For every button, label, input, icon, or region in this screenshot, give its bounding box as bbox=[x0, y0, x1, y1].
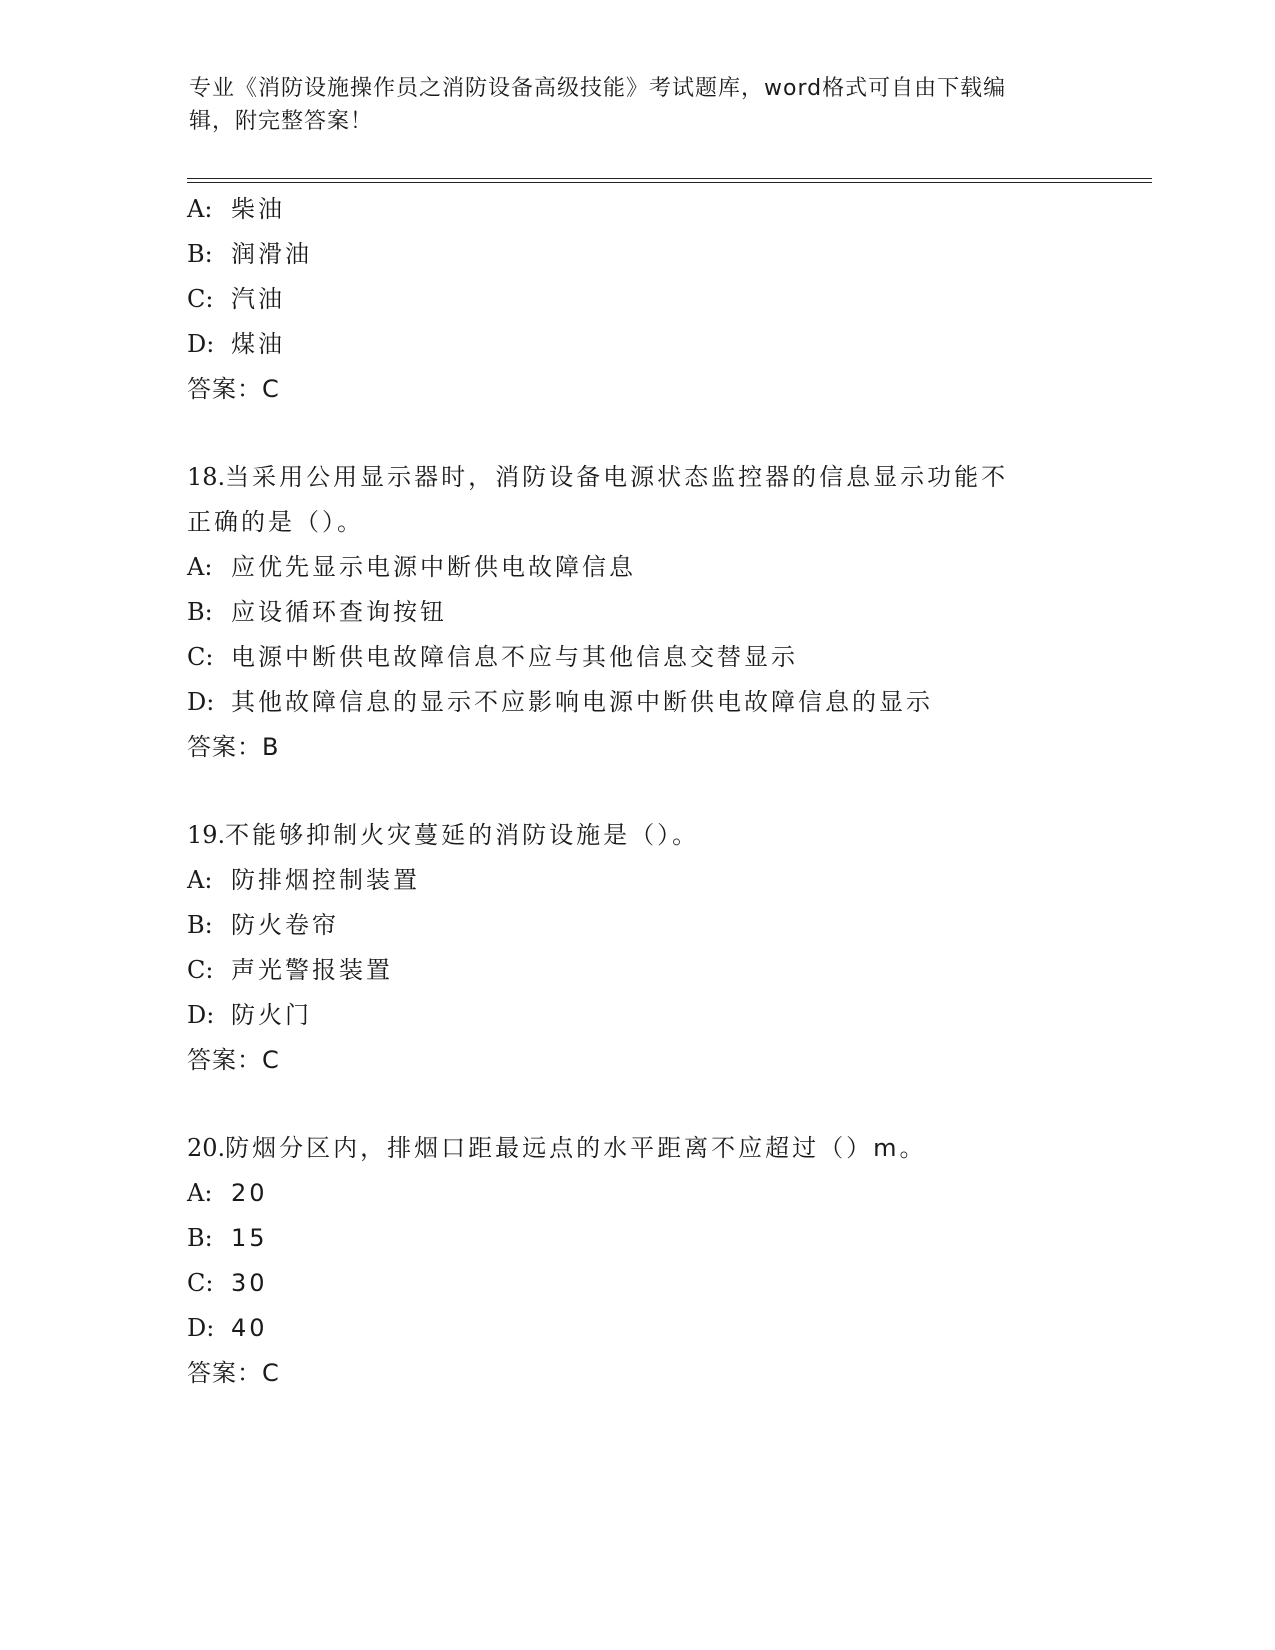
q19-option-c bbox=[187, 955, 393, 985]
q19-option-b bbox=[187, 910, 339, 940]
q17-option-a bbox=[187, 194, 285, 224]
option-letter: A: bbox=[187, 195, 213, 223]
header-line-1: 专业《消防设施操作员之消防设备高级技能》考试题库，word格式可自由下载编 bbox=[189, 76, 1007, 101]
option-letter: B: bbox=[187, 1224, 213, 1252]
q18-option-d bbox=[187, 687, 933, 717]
option-text: 30 bbox=[231, 1269, 268, 1297]
q18-option-c bbox=[187, 642, 798, 672]
option-letter: C: bbox=[187, 956, 214, 984]
option-letter: B: bbox=[187, 911, 213, 939]
option-letter: D: bbox=[187, 330, 215, 358]
document-header bbox=[189, 72, 1089, 138]
question-number: 20. bbox=[187, 1134, 226, 1162]
option-text: 防排烟控制装置 bbox=[231, 866, 420, 894]
q18-stem-line-2: 正确的是（）。 bbox=[187, 508, 364, 536]
q20-option-a bbox=[187, 1178, 268, 1208]
option-letter: D: bbox=[187, 1001, 215, 1029]
option-letter: B: bbox=[187, 598, 213, 626]
option-text: 声光警报装置 bbox=[231, 956, 393, 984]
option-letter: C: bbox=[187, 643, 214, 671]
header-line-2: 辑，附完整答案！ bbox=[189, 109, 374, 134]
q20-option-c bbox=[187, 1268, 268, 1298]
option-text: 15 bbox=[231, 1224, 268, 1252]
option-text: 20 bbox=[231, 1179, 268, 1207]
header-divider-bottom bbox=[187, 182, 1152, 183]
option-letter: C: bbox=[187, 1269, 214, 1297]
option-text: 汽油 bbox=[231, 285, 285, 313]
option-letter: D: bbox=[187, 1314, 215, 1342]
q18-option-b bbox=[187, 597, 447, 627]
option-text: 应优先显示电源中断供电故障信息 bbox=[231, 553, 636, 581]
question-text: 当采用公用显示器时，消防设备电源状态监控器的信息显示功能不 bbox=[225, 463, 1009, 491]
q19-answer: 答案：C bbox=[187, 1046, 280, 1074]
q18-stem-line-1 bbox=[187, 462, 1008, 492]
option-text: 煤油 bbox=[231, 330, 285, 358]
option-letter: B: bbox=[187, 240, 213, 268]
q18-option-a bbox=[187, 552, 636, 582]
question-text: 防烟分区内，排烟口距最远点的水平距离不应超过（）m。 bbox=[225, 1134, 927, 1162]
q20-option-d bbox=[187, 1313, 268, 1343]
option-text: 其他故障信息的显示不应影响电源中断供电故障信息的显示 bbox=[231, 688, 933, 716]
q18-answer: 答案：B bbox=[187, 733, 280, 761]
question-number: 19. bbox=[187, 821, 226, 849]
q17-option-b bbox=[187, 239, 312, 269]
q19-option-a bbox=[187, 865, 420, 895]
header-divider-top bbox=[187, 178, 1152, 179]
question-number: 18. bbox=[187, 463, 226, 491]
q17-option-d bbox=[187, 329, 285, 359]
question-text: 不能够抑制火灾蔓延的消防设施是（）。 bbox=[225, 821, 700, 849]
q20-option-b bbox=[187, 1223, 268, 1253]
option-text: 应设循环查询按钮 bbox=[231, 598, 447, 626]
q19-option-d bbox=[187, 1000, 312, 1030]
q20-answer: 答案：C bbox=[187, 1359, 280, 1387]
q17-answer: 答案：C bbox=[187, 375, 280, 403]
q17-option-c bbox=[187, 284, 285, 314]
option-text: 柴油 bbox=[231, 195, 285, 223]
option-letter: A: bbox=[187, 1179, 213, 1207]
option-letter: A: bbox=[187, 866, 213, 894]
option-text: 电源中断供电故障信息不应与其他信息交替显示 bbox=[231, 643, 798, 671]
option-letter: C: bbox=[187, 285, 214, 313]
option-text: 40 bbox=[231, 1314, 268, 1342]
option-letter: A: bbox=[187, 553, 213, 581]
q20-stem-line-1 bbox=[187, 1133, 927, 1163]
q19-stem-line-1 bbox=[187, 820, 699, 850]
option-text: 润滑油 bbox=[231, 240, 312, 268]
option-text: 防火门 bbox=[231, 1001, 312, 1029]
option-text: 防火卷帘 bbox=[231, 911, 339, 939]
option-letter: D: bbox=[187, 688, 215, 716]
